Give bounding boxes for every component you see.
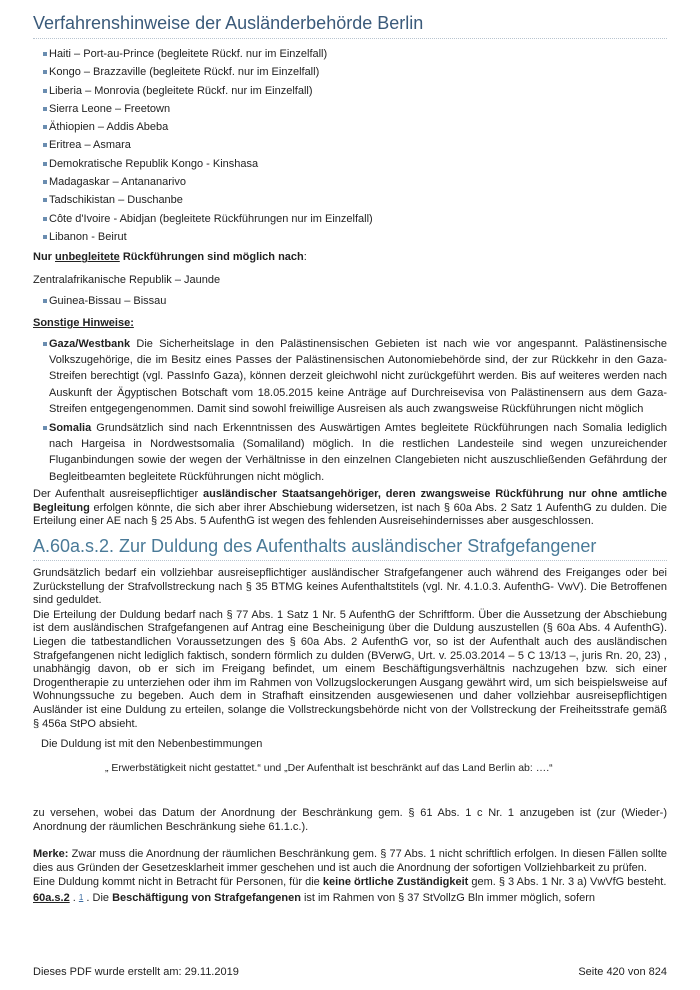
unbegleitet-heading: Nur unbegleitete Rückführungen sind möglich nach: [33, 251, 307, 264]
bullet-square-icon [43, 235, 47, 239]
sonstige-hinweise-heading: Sonstige Hinweise: [33, 317, 134, 330]
country-list-begleitet [33, 45, 667, 246]
list-item: Libanon - Beirut [43, 228, 667, 246]
section-ref-link[interactable]: 60a.s.2 [33, 892, 70, 905]
bullet-square-icon [43, 426, 47, 430]
list-item: Guinea-Bissau – Bissau [43, 292, 667, 310]
bullet-square-icon [43, 217, 47, 221]
nebenbestimmungen-quote: „ Erwerbstätigkeit nicht gestattet.“ und „Der Aufenthalt ist beschränkt auf das Land Berlin ab: ….“ [105, 762, 553, 775]
beschaeftigung-paragraph: 60a.s.2 . 1 . Die Beschäftigung von Strafgefangenen ist im Rahmen von § 37 StVollzG Bln immer möglich, sofern [33, 892, 595, 905]
country-list-unbegleitet [33, 292, 667, 310]
hinweise-list [33, 336, 667, 486]
zu-versehen-paragraph: zu versehen, wobei das Datum der Anordnung der Beschränkung gem. § 61 Abs. 1 c Nr. 1 anzugeben ist (zur (Wieder-) Anordnung der räumlichen Beschränkung siehe 61.1.c.). [33, 807, 667, 833]
list-item: Demokratische Republik Kongo - Kinshasa [43, 155, 667, 173]
list-item: Tadschikistan – Duschanbe [43, 191, 667, 209]
list-item: Liberia – Monrovia (begleitete Rückf. nur im Einzelfall) [43, 82, 667, 100]
document-page [33, 0, 667, 906]
bullet-square-icon [43, 52, 47, 56]
list-item: Äthiopien – Addis Abeba [43, 118, 667, 136]
merke-paragraph: Merke: Zwar muss die Anordnung der räumlichen Beschränkung gem. § 77 Abs. 1 nicht schriftlich erfolgen. In diesen Fällen sollte dies aus Gründen der Gesetzesklarheit immer geschehen und ist auch die Anordnung der sofortigen Vollziehbarkeit zu prüfen. [33, 848, 667, 874]
aufenthalt-paragraph: Der Aufenthalt ausreisepflichtiger ausländischer Staatsangehöriger, deren zwangsweise Rückführung nur ohne amtliche Begleitung erfolgen könnte, die sich aber ihrer Abschiebung widersetzen, ist nach § 60a Abs. 2 Satz 1 AufenthG zu dulden. Die Erteilung einer AE nach § 25 Abs. 5 AufenthG ist wegen des fehlenden Ausreisehindernisses aber ausgeschlossen. [33, 488, 667, 528]
page-footer [33, 966, 667, 978]
keine-zustaendigkeit-paragraph: Eine Duldung kommt nicht in Betracht für Personen, für die keine örtliche Zuständigkeit gem. § 3 Abs. 1 Nr. 3 a) VwVfG besteht. [33, 875, 667, 888]
footnote-link[interactable]: 1 [78, 893, 84, 903]
list-item: Haiti – Port-au-Prince (begleitete Rückf. nur im Einzelfall) [43, 45, 667, 63]
hinweis-somalia: Somalia Grundsätzlich sind nach Erkenntnissen des Auswärtigen Amtes begleitete Rückführungen nach Somalia lediglich nach Hargeisa in Nordwestsomalia (Somaliland) möglich. In die restlichen Landesteile sind wegen unzureichender Fluganbindungen sowie der wegen der Verhältnisse in den einzelnen Clangebieten nicht auszuschließenden Gefährdung der Begleitbeamten begleitete Rückführungen nicht möglich. [43, 420, 667, 486]
list-item: Eritrea – Asmara [43, 136, 667, 154]
footer-page-number: Seite 420 von 824 [578, 966, 667, 978]
list-item: Madagaskar – Antananarivo [43, 173, 667, 191]
bullet-square-icon [43, 198, 47, 202]
bullet-square-icon [43, 299, 47, 303]
bullet-square-icon [43, 162, 47, 166]
bullet-square-icon [43, 125, 47, 129]
hinweis-gaza: Gaza/Westbank Die Sicherheitslage in den Palästinensischen Gebieten ist nach wie vor angespannt. Palästinensische Volkszugehörige, die im Besitz eines Passes der Palästinensischen Autonomiebehörde sind, der zur Rückkehr in den Gaza-Streifen berechtigt (vgl. PassInfo Gaza), können derzeit gleichwohl nicht zurückgeführt werden. Bis auf weiteres werden nach Auskunft der Ägyptischen Botschaft vom 18.05.2015 keine Anträge auf Durchreisevisa von Palästinensern aus dem Gaza-Streifen entgegengenommen. Damit sind sowohl freiwillige Ausreisen als auch zwangsweise Rückführungen nicht möglich [43, 336, 667, 418]
bullet-square-icon [43, 89, 47, 93]
bullet-square-icon [43, 143, 47, 147]
bullet-square-icon [43, 180, 47, 184]
section-paragraph-2: Die Erteilung der Duldung bedarf nach § 77 Abs. 1 Satz 1 Nr. 5 AufenthG der Schriftform. Über die Aussetzung der Abschiebung ist dem ausländischen Strafgefangenen auf Antrag eine Bescheinigung über die Duldung auszustellen (§ 60a Abs. 4 AufenthG). Liegen die tatbestandlichen Voraussetzungen des § 60a Abs. 2 AufenthG vor, so ist der Aufenthalt auch des ausländischen Strafgefangenen nicht lediglich faktisch, sondern förmlich zu dulden (BVerwG, Urt. v. 25.03.2014 – 5 C 13/13 –, juris Rn. 20, 23) , unabhängig davon, ob er sich im Freigang befindet, um einem Beschäftigungsverhältnis nachzugehen bzw. sich einer Drogentherapie zu unterziehen oder ihm im Rahmen von Vollzugslockerungen Ausgang gewährt wird, um sich beispielsweise auf Wohnungssuche zu begeben. Auch dem in Strafhaft einsitzenden ausgewiesenen und daher vollziehbar ausreisepflichtigen Ausländer ist eine Duldung zu erteilen, solange die Vollstreckungsbehörde nicht von der Vollstreckung der Freiheitsstrafe gemäß § 456a StPO absieht. [33, 608, 667, 730]
section-paragraph-1: Grundsätzlich bedarf ein vollziehbar ausreisepflichtiger ausländischer Strafgefangener auch während des Freiganges oder bei Zurückstellung der Strafvollstreckung nach § 35 BTMG keines Aufenthaltstitels (vgl. Nr. 4.1.0.3. AufenthG- VwV). Die Betroffenen sind geduldet. [33, 567, 667, 607]
nebenbestimmungen-text: Die Duldung ist mit den Nebenbestimmungen [41, 738, 263, 751]
list-item: Kongo – Brazzaville (begleitete Rückf. nur im Einzelfall) [43, 63, 667, 81]
bullet-square-icon [43, 107, 47, 111]
bullet-square-icon [43, 70, 47, 74]
list-item: Sierra Leone – Freetown [43, 100, 667, 118]
list-item: Côte d'Ivoire - Abidjan (begleitete Rückführungen nur im Einzelfall) [43, 210, 667, 228]
footer-created-date: Dieses PDF wurde erstellt am: 29.11.2019 [33, 966, 239, 978]
page-header-title: Verfahrenshinweise der Ausländerbehörde Berlin [33, 12, 667, 39]
section-title: A.60a.s.2. Zur Duldung des Aufenthalts ausländischer Strafgefangener [33, 536, 667, 561]
zentral-entry: Zentralafrikanische Republik – Jaunde [33, 273, 221, 286]
bullet-square-icon [43, 342, 47, 346]
